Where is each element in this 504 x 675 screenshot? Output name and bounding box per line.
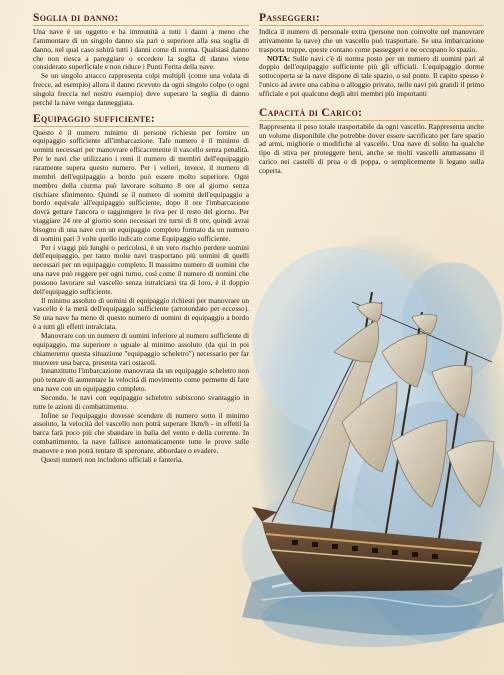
heading-soglia-di-danno: Soglia di danno: — [33, 12, 249, 26]
paragraph: Manovrare con un numero di uomini inferiore al numero sufficiente di equipaggio, ma superiore o uguale al minimo assoluto (da qui in poi chiameremo questa situazione "equipaggio scheletro") necessario per far muovere una barca, presenta vari ostacoli. — [33, 331, 249, 367]
right-column — [259, 12, 484, 176]
paragraph: Innanzitutto l'imbarcazione manovrata da un equipaggio scheletro non può tentare di aumentare la velocità di movimento come permette di fare una nave con un equipaggio completo. — [33, 366, 249, 394]
paragraph: Secondo, le navi con equipaggio scheletro subiscono svantaggio in tutte le azioni di combattimento. — [33, 392, 249, 411]
paragraph: Questi numeri non includono ufficiali e fanteria. — [41, 454, 184, 464]
heading-capacita-di-carico: Capacità di Carico: — [259, 107, 484, 121]
left-column — [33, 12, 249, 465]
heading-passeggeri: Passeggeri: — [259, 12, 484, 26]
note-text: Sulle navi c'è di norma posto per un numero di uomini pari al doppio dell'equipaggio sufficiente più gli ufficiali. L'equipaggio dorme sottocoperta se la nave dispone di tale spazio, o sul ponte. Il capito spesso è l'unico ad avere una cabina o alloggio privato, nelle navi più grandi il primo ufficiale e poi qualcuno degli altri membri più importanti — [259, 53, 484, 98]
note-paragraph — [259, 55, 484, 99]
ship-illustration — [232, 222, 504, 675]
paragraph: Rappresenta il peso totale trasportabile da ogni vascello. Rappresenta anche un volume disponibile che potrebbe dover essere sacrificato per fare spazio ad armi, migliorie o modifiche al vascello. Una nave di solito ha qualche tipo di stiva per proteggere beni, anche se molti vascelli ammassano il carico nei castelli di prua o di poppa, o semplicemente li legano sulla coperta. — [259, 121, 484, 175]
paragraph: Per i viaggi più lunghi o pericolosi, è un vero rischio perdere uomini dell'equipaggio, per tanto molte navi trasportano più uomini di quelli necessari per un equipaggio completo. Il massimo numero di uomini che una nave può reggere per ogni turno, così come il numero di uomini che possono lavorare sul vascello senza intralciarsi tra di loro, è il doppio dell'equipaggio sufficiente. — [33, 242, 249, 296]
paragraph: Una nave è un oggetto e ha immunità a tutti i danni a meno che l'ammontare di un singolo danno sia pari o superiore alla sua soglia di danno, nel qual caso subirà tutti i danni come di norma. Qualsiasi danno che non riesca a pareggiare o eccedere la soglia di danno viene considerato superficiale e non riduce i Punti Ferita della nave. — [33, 27, 249, 72]
note-label: NOTA: — [267, 53, 291, 63]
paragraph: Se un singolo attacco rappresenta colpi multipli (come una volata di frecce, ad esempio) allora il danno ricevuto da ogni singolo colpo (o ogni singola freccia nel nostro esempio) deve superare la soglia di danno perché la nave venga danneggiata. — [33, 71, 249, 107]
paragraph: Indica il numero di personale extra (persone non coinvolte nel manovrare attivamente la nave) che un vascello può trasportare. Se una imbarcazione trasporta truppe, queste contano come passeggeri e ne occupano lo spazio. — [259, 27, 484, 54]
paragraph: Il minimo assoluto di uomini di equipaggio richiesti per manovrare un vascello è la metà dell'equipaggio sufficiente (arrotondato per eccesso). Se una nave ha meno di questo numero di uomini di equipaggio a bordo è a tutti gli effetti intralciata. — [33, 295, 249, 332]
paragraph: Infine se l'equipaggio dovesse scendere di numero sotto il minimo assoluto, la velocità del vascello non potrà superare 1km/h - in effetti la barca farà poco più che sbandare in balia del vento e della corrente. In combattimento, la nave fallisce automaticamente tutte le prove sulle manovre e non potrà tentare di speronare, abbordare o evadere. — [33, 410, 249, 455]
paragraph: Questo è il numero minimo di persone richieste per fornire un equipaggio sufficiente all'imbarcazione. Tale numero è il minimo di uomini necessari per manovrare efficacemente il vascello senza penalità. Per le navi che utilizzano i remi il numero di membri dell'equipaggio raramente supera questo numero. Per i velieri, invece, il numero di membri dell'equipaggio a bordo può essere molto superiore. Ogni membro della ciurma può lavorare soltanto 8 ore al giorno senza rischiare sfinimento. Quindi se il numero di uomini dell'equipaggio a bordo equivale all'equipaggio sufficiente, dopo 8 ore l'imbarcazione dovrà gettare l'ancora o raggiungere le riva per il resto del giorno. Per viaggiare 24 ore al giorno sono necessari tre turni di 8 ore, quindi avrai bisogno di una nave con un equipaggio completo formato da un numero di uomini pari 3 volte quello indicato come Equipaggio sufficiente. — [33, 127, 249, 243]
heading-equipaggio-sufficiente: Equipaggio sufficiente: — [33, 113, 249, 127]
